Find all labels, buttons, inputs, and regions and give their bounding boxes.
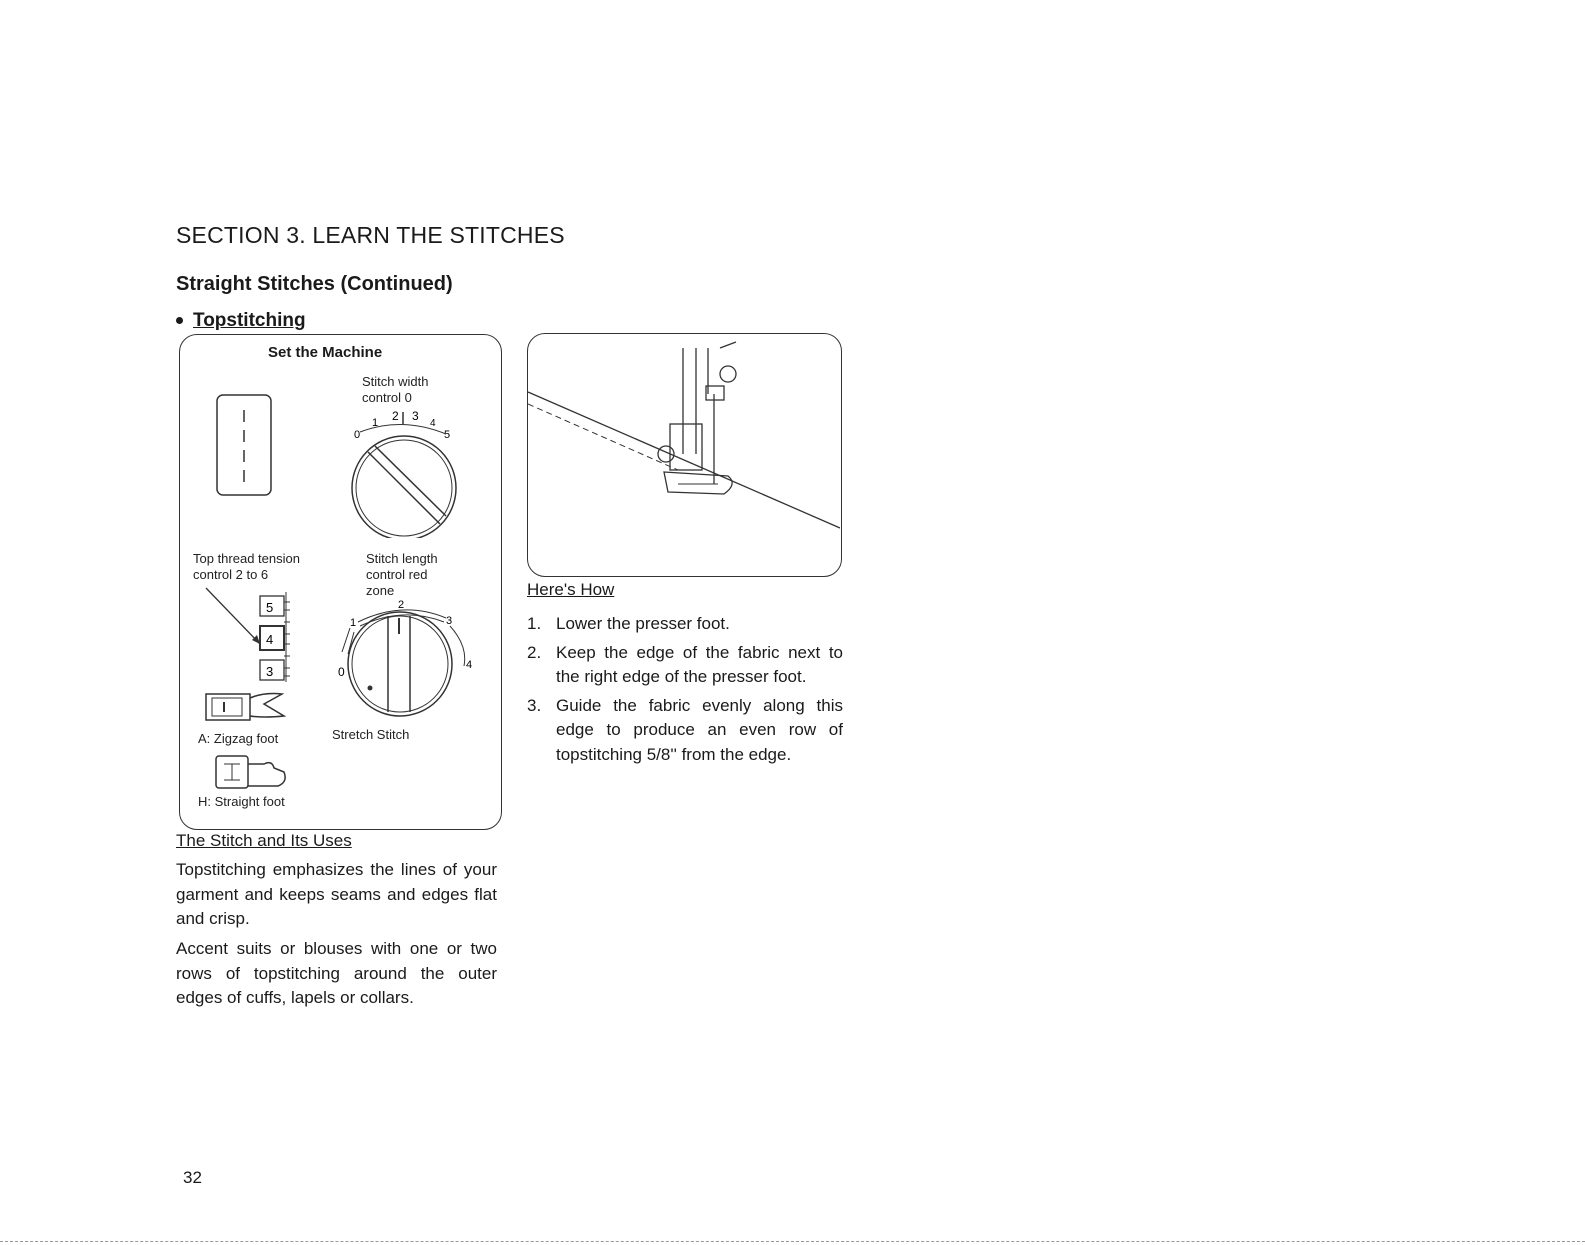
width-dial-num-0: 0 — [354, 429, 361, 441]
section-title: SECTION 3. LEARN THE STITCHES — [176, 222, 565, 248]
width-dial-num-2: 2 — [392, 409, 399, 423]
width-dial-num-3: 3 — [412, 409, 419, 423]
uses-heading: The Stitch and Its Uses — [176, 831, 352, 850]
length-dial-num-3: 3 — [446, 615, 453, 627]
step-text: Keep the edge of the fabric next to the right edge of the presser foot. — [556, 642, 843, 686]
stitch-length-label-line1: Stitch length — [366, 551, 438, 566]
set-machine-heading: Set the Machine — [268, 344, 383, 361]
length-dial-num-4: 4 — [466, 659, 473, 671]
stitch-width-label-line2: control 0 — [362, 390, 412, 405]
width-dial-num-1: 1 — [372, 417, 379, 429]
length-dial-num-0: 0 — [338, 665, 345, 679]
stitch-width-label-line1: Stitch width — [362, 374, 429, 389]
tension-num-4: 4 — [266, 632, 274, 647]
tension-label — [193, 551, 300, 583]
width-dial-num-5: 5 — [444, 429, 451, 441]
zigzag-foot-label: A: Zigzag foot — [198, 731, 279, 746]
length-dial-num-1: 1 — [350, 617, 357, 629]
step-number: 2. — [527, 642, 542, 662]
length-dial-num-2: 2 — [398, 599, 405, 611]
topic-title — [176, 310, 306, 332]
width-dial-num-4: 4 — [430, 418, 436, 429]
subsection-title: Straight Stitches (Continued) — [176, 273, 453, 295]
bullet-icon — [176, 317, 183, 324]
stitch-width-label — [362, 374, 428, 406]
how-heading: Here's How — [527, 580, 615, 599]
zigzag-foot-icon — [204, 688, 294, 724]
topic-label: Topstitching — [193, 310, 306, 331]
uses-paragraph-1: Topstitching emphasizes the lines of your garment and keeps seams and edges flat and crisp. — [176, 860, 497, 928]
step-number: 3. — [527, 695, 542, 715]
page-edge-divider — [0, 1241, 1585, 1243]
step-item — [527, 641, 843, 690]
straight-foot-label: H: Straight foot — [198, 794, 285, 809]
tension-num-3: 3 — [266, 664, 274, 679]
stretch-stitch-label: Stretch Stitch — [332, 727, 410, 742]
step-text: Guide the fabric evenly along this edge to produce an even row of topstitching 5/8'' from the edge. — [556, 695, 843, 764]
step-number: 1. — [527, 614, 542, 633]
stitch-length-label-line3: zone — [366, 583, 395, 598]
tension-control-icon — [200, 582, 300, 684]
stitch-width-dial-icon — [340, 408, 470, 538]
how-steps-list — [527, 612, 843, 771]
tension-label-line1: Top thread tension — [193, 551, 300, 566]
step-item — [527, 694, 843, 768]
step-text: Lower the presser foot. — [556, 614, 730, 633]
stitch-length-label — [366, 551, 438, 599]
stitch-length-dial-icon — [328, 596, 478, 726]
stitch-pattern-window-icon — [214, 392, 274, 498]
presser-foot-illustration — [528, 334, 840, 574]
tension-label-line2: control 2 to 6 — [193, 567, 269, 582]
step-item — [527, 612, 843, 637]
uses-paragraph-2: Accent suits or blouses with one or two rows of topstitching around the outer edges of cuffs, lapels or collars. — [176, 939, 497, 1007]
tension-num-5: 5 — [266, 600, 274, 615]
straight-foot-icon — [212, 752, 292, 792]
page-number: 32 — [183, 1168, 202, 1187]
stitch-length-label-line2: control red — [366, 567, 428, 582]
